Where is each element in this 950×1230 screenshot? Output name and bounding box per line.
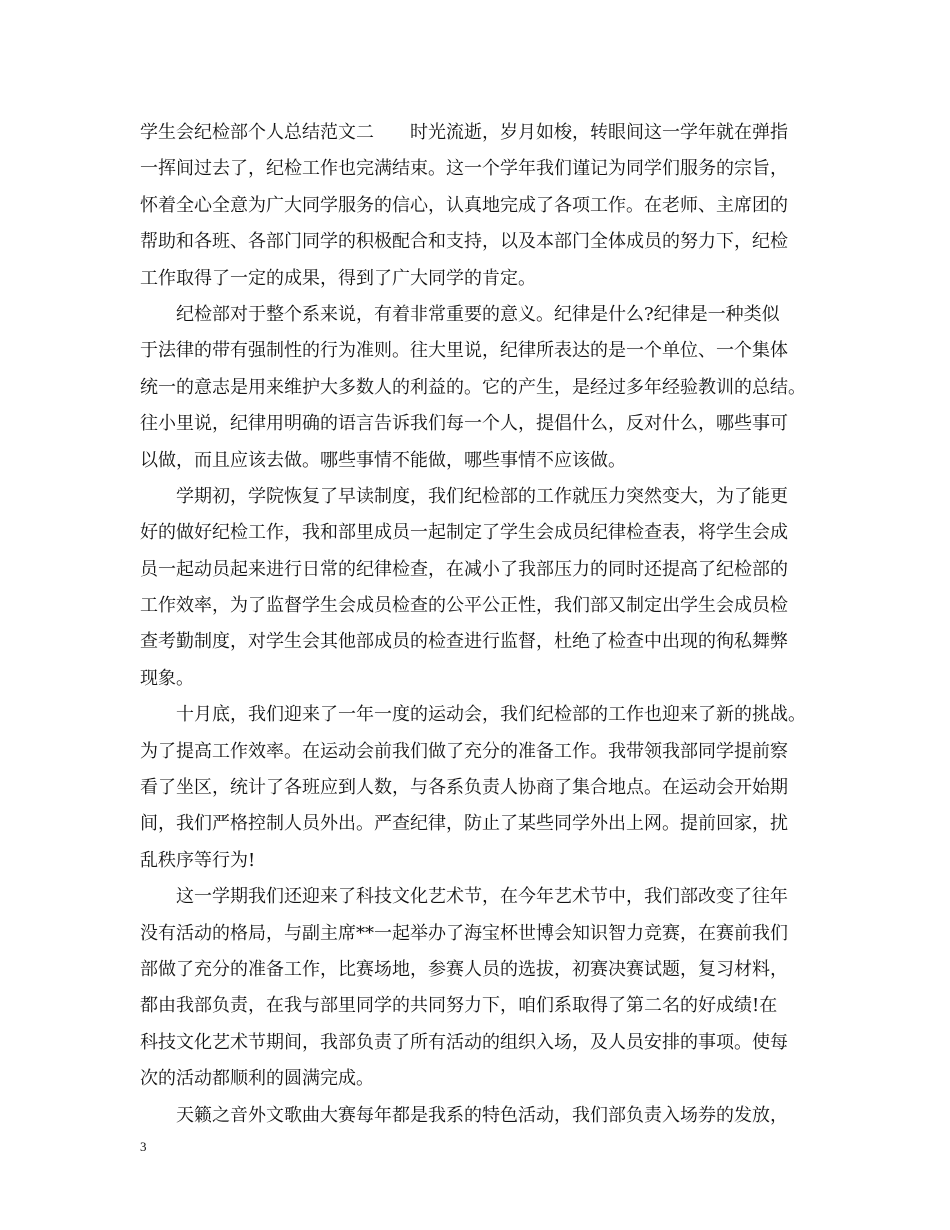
text-line: 学生会纪检部个人总结范文二 时光流逝，岁月如梭，转眼间这一学年就在弹指 [140, 122, 788, 143]
text-line: 现象。 [140, 667, 194, 689]
text-line: 工作取得了一定的成果，得到了广大同学的肯定。 [140, 267, 536, 289]
text-line: 乱秩序等行为! [140, 849, 256, 871]
text-line: 部做了充分的准备工作，比赛场地，参赛人员的选拔，初赛决赛试题，复习材料， [140, 958, 788, 980]
text-line: 间，我们严格控制人员外出。严查纪律，防止了某些同学外出上网。提前回家，扰 [140, 813, 788, 835]
text-line: 员一起动员起来进行日常的纪律检查，在减小了我部压力的同时还提高了纪检部的 [140, 558, 788, 580]
text-line: 以做，而且应该去做。哪些事情不能做，哪些事情不应该做。 [140, 449, 626, 471]
text-line: 工作效率，为了监督学生会成员检查的公平公正性，我们部又制定出学生会成员检 [140, 595, 788, 617]
page-number: 3 [140, 1139, 147, 1154]
text-line: 十月底，我们迎来了一年一度的运动会，我们纪检部的工作也迎来了新的挑战。 [140, 704, 806, 726]
text-line: 这一学期我们还迎来了科技文化艺术节，在今年艺术节中，我们部改变了往年 [140, 886, 788, 908]
text-line: 天籁之音外文歌曲大赛每年都是我系的特色活动，我们部负责入场券的发放， [140, 1104, 788, 1126]
body-text [140, 115, 810, 1134]
text-line: 都由我部负责，在我与部里同学的共同努力下，咱们系取得了第二名的好成绩!在 [140, 995, 778, 1017]
text-line: 帮助和各班、各部门同学的积极配合和支持，以及本部门全体成员的努力下，纪检 [140, 231, 788, 253]
text-line: 好的做好纪检工作，我和部里成员一起制定了学生会成员纪律检查表，将学生会成 [140, 522, 788, 544]
text-line: 学期初，学院恢复了早读制度，我们纪检部的工作就压力突然变大，为了能更 [140, 485, 788, 507]
text-line: 查考勤制度，对学生会其他部成员的检查进行监督，杜绝了检查中出现的徇私舞弊 [140, 631, 788, 653]
text-line: 一挥间过去了，纪检工作也完满结束。这一个学年我们谨记为同学们服务的宗旨， [140, 158, 788, 180]
text-line: 纪检部对于整个系来说，有着非常重要的意义。纪律是什么?纪律是一种类似 [140, 303, 780, 325]
text-line: 没有活动的格局，与副主席**一起举办了海宝杯世博会知识智力竞赛，在赛前我们 [140, 922, 788, 944]
text-line: 往小里说，纪律用明确的语言告诉我们每一个人，提倡什么，反对什么，哪些事可 [140, 413, 788, 435]
text-line: 为了提高工作效率。在运动会前我们做了充分的准备工作。我带领我部同学提前察 [140, 740, 788, 762]
text-line: 于法律的带有强制性的行为准则。往大里说，纪律所表达的是一个单位、一个集体 [140, 340, 788, 362]
text-line: 科技文化艺术节期间，我部负责了所有活动的组织入场，及人员安排的事项。使每 [140, 1031, 788, 1053]
text-line: 统一的意志是用来维护大多数人的利益的。它的产生，是经过多年经验教训的总结。 [140, 376, 806, 398]
text-line: 看了坐区，统计了各班应到人数，与各系负责人协商了集合地点。在运动会开始期 [140, 777, 788, 799]
text-line: 次的活动都顺利的圆满完成。 [140, 1068, 374, 1090]
text-line: 怀着全心全意为广大同学服务的信心，认真地完成了各项工作。在老师、主席团的 [140, 194, 788, 216]
